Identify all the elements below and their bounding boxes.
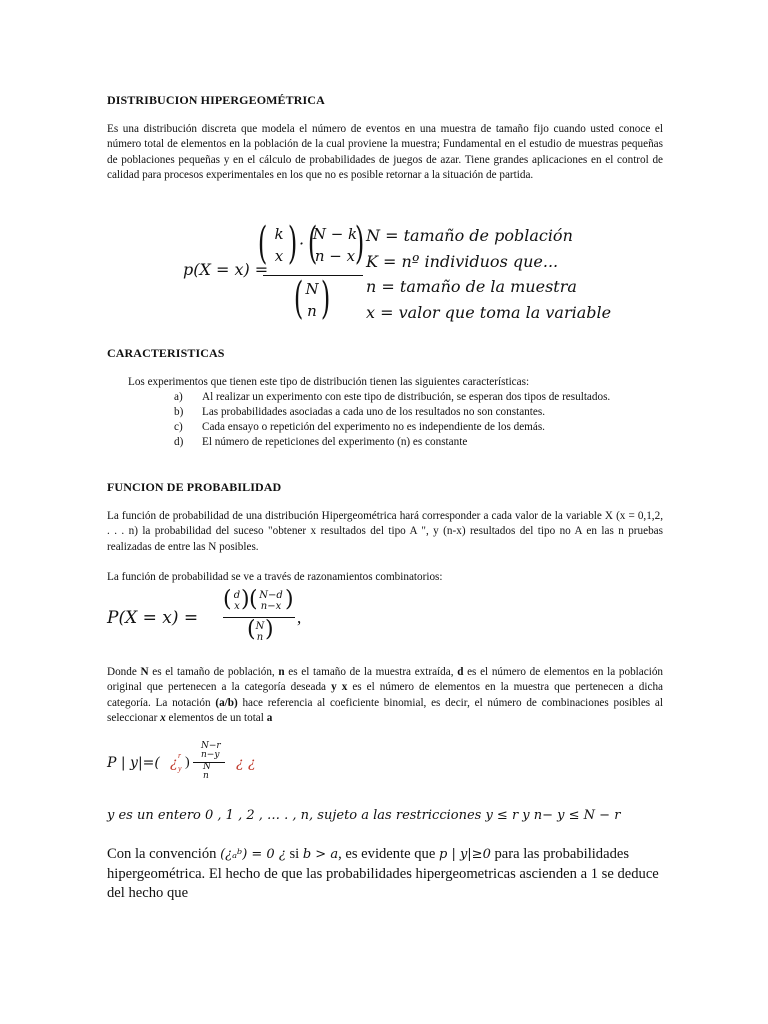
conv-cond: b > a [302, 847, 339, 862]
num-top: N−r [201, 741, 221, 751]
caracteristicas-list [174, 390, 610, 450]
binom-top: N − k [312, 225, 358, 243]
text-run: es el número de elementos en la población original que pertenecen a la categoría deseada [107, 666, 664, 694]
binom-top: N [305, 280, 319, 298]
formula3-sub: y [178, 764, 182, 773]
text-run: es el tamaño de población, [148, 666, 279, 678]
text-run: Con la convención [107, 846, 221, 862]
caracteristicas-intro: Los experimentos que tienen este tipo de distribución tienen las siguientes características: [128, 376, 530, 388]
binom-top: N [255, 621, 265, 632]
paren-right: ) [265, 617, 274, 642]
def-K: K = nº individuos que... [366, 252, 559, 271]
probability-formula [107, 588, 307, 648]
num-bottom: n−y [201, 750, 220, 760]
restrictions-line: y es un entero 0 , 1 , 2 , … . , n, sujeto a las restricciones y ≤ r y n− y ≤ N − r [107, 808, 621, 823]
fraction-line [223, 617, 295, 618]
text-run: hace referencia al coeficiente binomial, es decir, el número de combinaciones posibles al seleccionar [107, 696, 663, 725]
conv-ineq: p | y|≥0 [438, 847, 491, 862]
formula3-lhs: P | y|=( [107, 755, 160, 771]
formula1-lhs: p(X = x) = [183, 260, 269, 279]
def-n: n = tamaño de la muestra [366, 277, 577, 296]
binom-bottom: n−x [260, 601, 282, 612]
bold-yx: y x [331, 681, 348, 694]
list-text: El número de repeticiones del experimento (n) es constante [202, 436, 468, 448]
text-run: para las probabilidades hipergeométrica. El hecho de que las probabilidades hipergeometricas ascienden a 1 se deduce del hecho que [107, 846, 659, 901]
paren-left: ( [307, 218, 318, 269]
list-item [174, 420, 610, 435]
convention-paragraph [107, 845, 667, 904]
binom-top: d [233, 590, 241, 601]
list-label: b) [174, 406, 184, 418]
list-text: Al realizar un experimento con este tipo de distribución, se esperan dos tipos de resultados. [202, 391, 611, 403]
title-heading: DISTRIBUCION HIPERGEOMÉTRICA [107, 93, 325, 107]
formula3-fraction [193, 742, 233, 781]
hypergeometric-formula [183, 218, 612, 330]
list-item [174, 405, 610, 420]
fraction-line [263, 275, 363, 276]
binom-N-n [301, 280, 323, 320]
formula3-sup: r [178, 751, 182, 760]
formula3-tail: ¿ ¿ [236, 755, 256, 771]
binom-bottom: n − x [314, 247, 356, 265]
binom-top: k [274, 225, 284, 243]
den-top: N [203, 762, 211, 772]
list-label: d) [174, 436, 184, 448]
bold-ab: (a/b) [215, 696, 238, 709]
paren-right: ) [285, 587, 294, 612]
binom-bottom: n [307, 302, 317, 320]
text-run: elementos de un total [165, 712, 267, 725]
list-label: c) [174, 421, 183, 433]
binom-bottom: x [234, 601, 240, 612]
text-run: , es evidente que [338, 846, 439, 862]
paren-right: ) [241, 587, 250, 612]
bold-N: N [140, 666, 149, 678]
paren-right: ) [354, 218, 365, 269]
formula3-sym: ¿ [170, 755, 178, 771]
paren-right: ) [320, 273, 331, 324]
caracteristicas-heading: CARACTERISTICAS [107, 346, 225, 360]
conv-binom: (¿ₐᵇ) = 0 ¿ [220, 847, 286, 862]
paren-right: ) [287, 218, 298, 269]
binom-bottom: x [274, 247, 284, 265]
binom-k-x [269, 225, 289, 265]
funcion-paragraph: La función de probabilidad de una distribución Hipergeométrica hará corresponder a cada valor de la variable X (x = 0,1,2, . . . n) la probabilidad del suceso "obtener x resultados del tipo A ", y (n-x) resultados del tipo no A en las n pruebas realizadas de entre las N posibles. [107, 510, 663, 553]
funcion-paragraph-2: La función de probabilidad se ve a través de razonamientos combinatorios: [107, 571, 443, 583]
list-item [174, 390, 610, 405]
bold-n: n [278, 666, 285, 678]
paren-left: ( [257, 218, 268, 269]
text-run: es el tamaño de la muestra extraída, [284, 666, 458, 678]
text-run: es el número de elementos en la muestra que pertenecen a dicha categoría. La notación [107, 681, 664, 709]
list-label: a) [174, 391, 183, 403]
paren-left: ( [293, 273, 304, 324]
donde-paragraph [107, 665, 663, 727]
def-N: N = tamaño de población [366, 226, 573, 245]
intro-paragraph: Es una distribución discreta que modela el número de eventos en una muestra de tamaño fijo cuando usted conoce el número total de elementos en la población de la cual proviene la muestra; Fundamental en el estudio de muestras pequeñas de poblaciones pequeñas y en el cálculo de probabilidades de juegos de azar. Tiene grandes aplicaciones en el control de calidad para procesos experimentales en los que no es posible retornar a la situación de partida. [107, 123, 663, 182]
list-item [174, 435, 610, 450]
binom-top: N−d [259, 590, 283, 601]
den-bottom: n [203, 771, 209, 781]
paren-left: ( [249, 587, 258, 612]
formula2-comma: , [297, 608, 302, 627]
list-text: Las probabilidades asociadas a cada uno de los resultados no son constantes. [202, 406, 545, 418]
bold-x: x [160, 712, 166, 725]
binom-Nd-nx [255, 590, 287, 612]
bold-d: d [457, 666, 464, 678]
formula1-dot: · [299, 234, 305, 253]
bold-a: a [266, 712, 273, 725]
def-x: x = valor que toma la variable [366, 303, 612, 322]
paren-left: ( [223, 587, 232, 612]
list-text: Cada ensayo o repetición del experimento no es independiente de los demás. [202, 421, 545, 433]
formula2-lhs: P(X = x) = [107, 608, 199, 628]
binom-bottom: n [256, 632, 264, 643]
text-run: si [285, 846, 303, 862]
text-run: Donde [107, 666, 141, 678]
formula3-rparen: ) [185, 755, 190, 770]
paren-left: ( [247, 617, 256, 642]
funcion-heading: FUNCION DE PROBABILIDAD [107, 480, 282, 494]
probability-formula-3 [107, 740, 307, 788]
